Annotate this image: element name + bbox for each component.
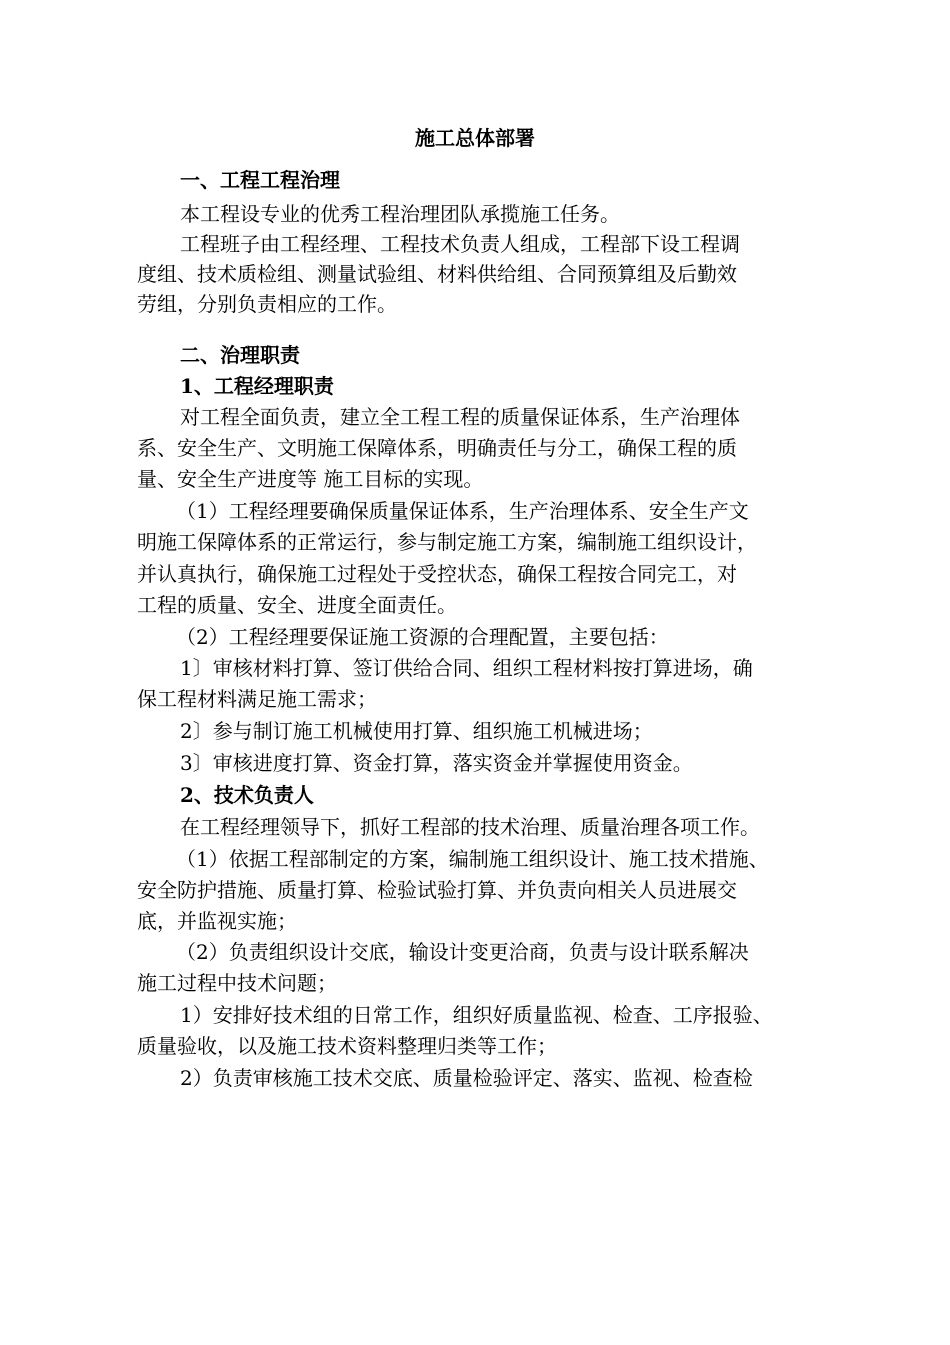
paragraph-line: 本工程设专业的优秀工程治理团队承揽施工任务。 — [180, 202, 620, 226]
paragraph-line: （1）依据工程部制定的方案，编制施工组织设计、施工技术措施、 — [176, 847, 769, 871]
paragraph-line: 明施工保障体系的正常运行，参与制定施工方案，编制施工组织设计， — [137, 530, 757, 554]
list-item: 2）负责审核施工技术交底、质量检验评定、落实、监视、检查检 — [180, 1066, 753, 1090]
section-heading-2: 二、治理职责 — [180, 343, 300, 367]
paragraph-line: 工程的质量、安全、进度全面责任。 — [137, 593, 457, 617]
subsection-heading: 1、工程经理职责 — [180, 374, 334, 398]
section-heading-1: 一、工程工程治理 — [180, 168, 340, 192]
list-item: 1〕审核材料打算、签订供给合同、组织工程材料按打算进场，确 — [180, 656, 753, 680]
paragraph-line: （2）负责组织设计交底，输设计变更洽商，负责与设计联系解决 — [176, 940, 749, 964]
paragraph-line: 系、安全生产、文明施工保障体系，明确责任与分工，确保工程的质 — [137, 436, 737, 460]
document-title: 施工总体部署 — [415, 126, 535, 150]
paragraph-line: （2）工程经理要保证施工资源的合理配置，主要包括： — [176, 625, 669, 649]
list-item: 1）安排好技术组的日常工作，组织好质量监视、检查、工序报验、 — [180, 1003, 773, 1027]
paragraph-line: 度组、技术质检组、测量试验组、材料供给组、合同预算组及后勤效 — [137, 262, 737, 286]
paragraph-line: 质量验收，以及施工技术资料整理归类等工作； — [137, 1034, 557, 1058]
paragraph-line: （1）工程经理要确保质量保证体系，生产治理体系、安全生产文 — [176, 499, 749, 523]
paragraph-line: 在工程经理领导下，抓好工程部的技术治理、质量治理各项工作。 — [180, 815, 760, 839]
paragraph-line: 保工程材料满足施工需求； — [137, 687, 377, 711]
list-item: 2〕参与制订施工机械使用打算、组织施工机械进场； — [180, 719, 653, 743]
paragraph-line: 施工过程中技术问题； — [137, 971, 337, 995]
paragraph-line: 并认真执行，确保施工过程处于受控状态，确保工程按合同完工，对 — [137, 562, 737, 586]
paragraph-line: 工程班子由工程经理、工程技术负责人组成，工程部下设工程调 — [180, 232, 740, 256]
subsection-heading: 2、技术负责人 — [180, 783, 314, 807]
paragraph-line: 对工程全面负责，建立全工程工程的质量保证体系，生产治理体 — [180, 405, 740, 429]
paragraph-line: 安全防护措施、质量打算、检验试验打算、并负责向相关人员进展交 — [137, 878, 737, 902]
paragraph-line: 底，并监视实施； — [137, 909, 297, 933]
list-item: 3〕审核进度打算、资金打算，落实资金并掌握使用资金。 — [180, 751, 693, 775]
paragraph-line: 量、安全生产进度等 施工目标的实现。 — [137, 467, 484, 491]
paragraph-line: 劳组，分别负责相应的工作。 — [137, 292, 397, 316]
